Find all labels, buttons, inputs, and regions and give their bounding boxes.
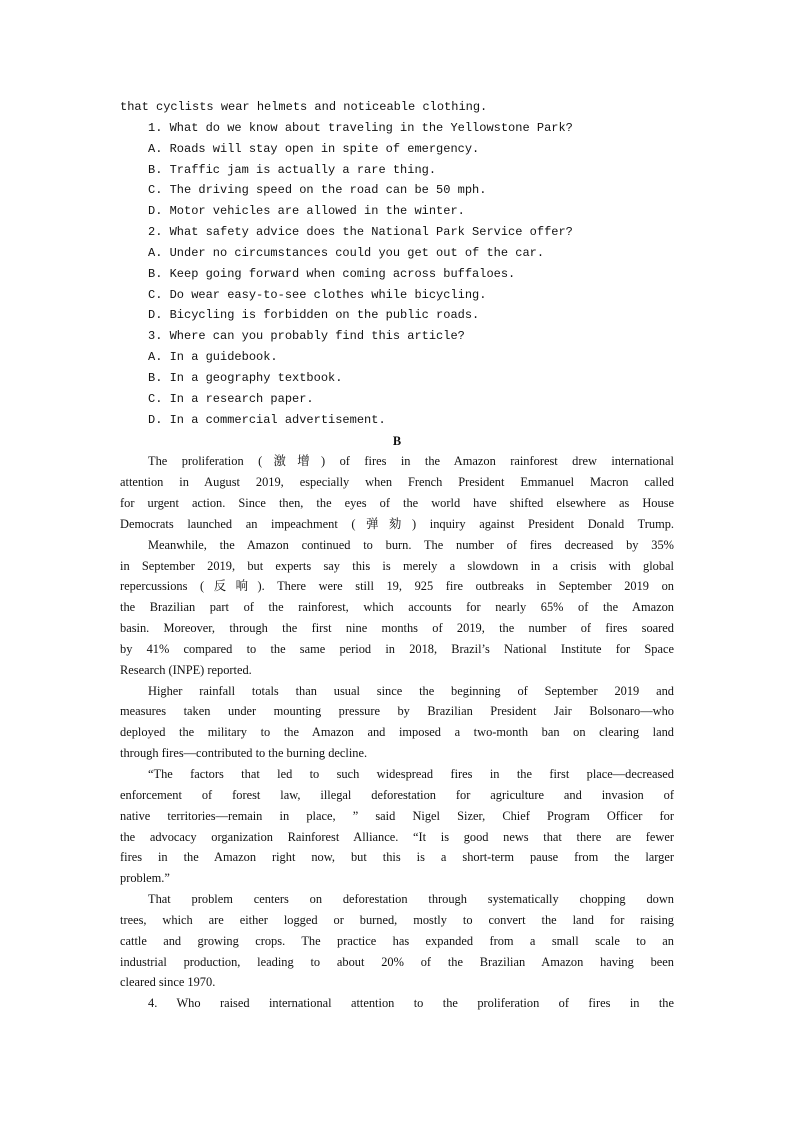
- paragraph-line: problem.”: [120, 871, 170, 886]
- paragraph-line: cleared since 1970.: [120, 975, 216, 990]
- paragraph-3: [120, 681, 674, 764]
- paragraph-line: in September 2019, but experts say this is merely a slowdown in a crisis with global: [120, 558, 674, 573]
- paragraph-line: cattle and growing crops. The practice has expanded from a small scale to an: [120, 933, 674, 948]
- paragraph-line: attention in August 2019, especially when French President Emmanuel Macron called: [120, 475, 674, 490]
- option-2d: D. Bicycling is forbidden on the public roads.: [148, 308, 480, 323]
- paragraph-line: basin. Moreover, through the first nine months of 2019, the number of fires soared: [120, 621, 674, 636]
- option-1a: A. Roads will stay open in spite of emergency.: [148, 141, 480, 156]
- paragraph-line: The proliferation (激增) of fires in the Amazon rainforest drew international: [148, 454, 674, 469]
- paragraph-line: native territories—remain in place, ” said Nigel Sizer, Chief Program Officer for: [120, 808, 674, 823]
- paragraph-line: Higher rainfall totals than usual since the beginning of September 2019 and: [148, 683, 674, 698]
- questions-block: [120, 118, 674, 431]
- paragraph-5: [120, 889, 674, 993]
- paragraph-line: Meanwhile, the Amazon continued to burn. The number of fires decreased by 35%: [148, 537, 674, 552]
- paragraph-line: repercussions (反响). There were still 19, 925 fire outbreaks in September 2019 on: [120, 579, 674, 594]
- paragraph-line: “The factors that led to such widespread fires in the first place—decreased: [148, 767, 674, 781]
- option-3c: C. In a research paper.: [148, 391, 314, 406]
- question-4: 4. Who raised international attention to the proliferation of fires in the: [148, 996, 674, 1011]
- option-3a: A. In a guidebook.: [148, 350, 278, 365]
- paragraph-line: Democrats launched an impeachment (弹劾) inquiry against President Donald Trump.: [120, 516, 674, 531]
- paragraph-2: [120, 535, 674, 681]
- paragraph-line: trees, which are either logged or burned, mostly to convert the land for raising: [120, 912, 674, 927]
- paragraph-line: by 41% compared to the same period in 2018, Brazil’s National Institute for Space: [120, 641, 674, 656]
- paragraph-1: [120, 451, 674, 534]
- continuation-line: that cyclists wear helmets and noticeable clothing.: [120, 100, 488, 114]
- option-1b: B. Traffic jam is actually a rare thing.: [148, 162, 437, 177]
- option-3d: D. In a commercial advertisement.: [148, 412, 386, 427]
- paragraph-line: industrial production, leading to about 20% of the Brazilian Amazon having been: [120, 954, 674, 969]
- paragraph-line: for urgent action. Since then, the eyes of the world have shifted elsewhere as House: [120, 496, 674, 511]
- option-2a: A. Under no circumstances could you get out of the car.: [148, 245, 545, 260]
- paragraph-line: deployed the military to the Amazon and imposed a two-month ban on clearing land: [120, 725, 674, 740]
- paragraph-line: Research (INPE) reported.: [120, 662, 252, 677]
- paragraph-line: measures taken under mounting pressure by Brazilian President Jair Bolsonaro—who: [120, 704, 674, 719]
- option-2b: B. Keep going forward when coming across buffaloes.: [148, 266, 516, 281]
- option-2c: C. Do wear easy-to-see clothes while bicycling.: [148, 287, 487, 302]
- paragraph-4: [120, 764, 674, 889]
- question-3: 3. Where can you probably find this article?: [148, 329, 465, 344]
- paragraph-line: the Brazilian part of the rainforest, which accounts for nearly 65% of the Amazon: [120, 600, 674, 615]
- paragraph-line: That problem centers on deforestation through systematically chopping down: [148, 892, 674, 907]
- section-heading: B: [392, 433, 402, 448]
- paragraph-line: fires in the Amazon right now, but this is a short-term pause from the larger: [120, 850, 674, 865]
- option-1d: D. Motor vehicles are allowed in the winter.: [148, 204, 465, 219]
- paragraph-line: through fires—contributed to the burning decline.: [120, 746, 368, 761]
- question-1: 1. What do we know about traveling in the Yellowstone Park?: [148, 120, 573, 135]
- option-3b: B. In a geography textbook.: [148, 370, 343, 385]
- question-2: 2. What safety advice does the National Park Service offer?: [148, 225, 573, 240]
- option-1c: C. The driving speed on the road can be 50 mph.: [148, 183, 487, 198]
- paragraph-line: enforcement of forest law, illegal deforestation for agriculture and invasion of: [120, 787, 674, 802]
- document-page: [120, 97, 674, 1014]
- paragraph-line: the advocacy organization Rainforest Alliance. “It is good news that there are fewer: [120, 829, 674, 844]
